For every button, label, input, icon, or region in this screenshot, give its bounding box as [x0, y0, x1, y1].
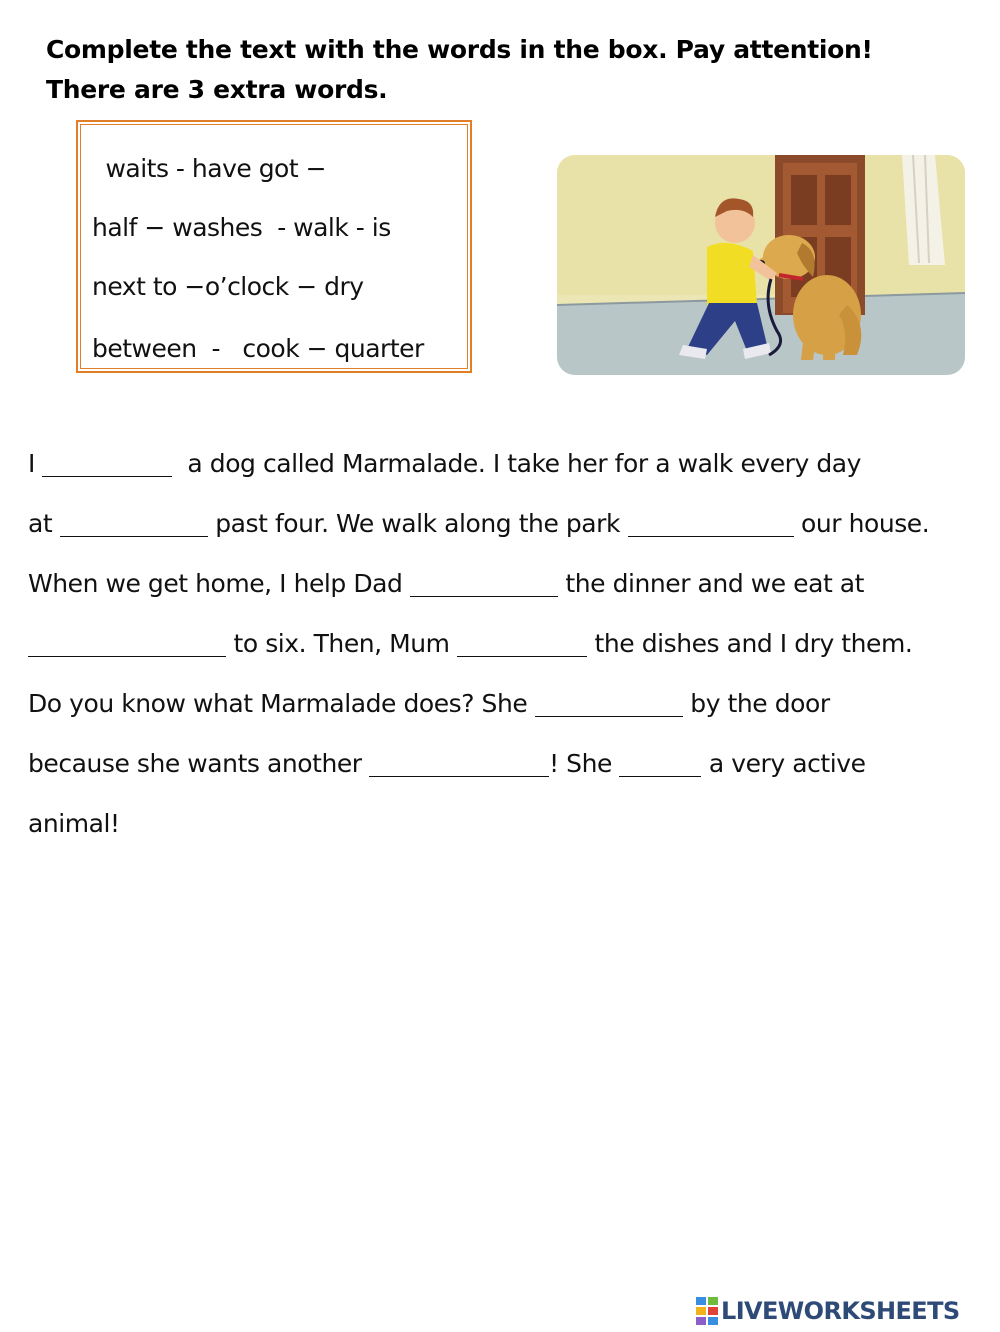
- answer-blank-3[interactable]: [628, 505, 794, 537]
- instruction-line-2: There are 3 extra words.: [46, 75, 388, 104]
- passage-text: I: [28, 449, 43, 478]
- passage-text: to six. Then, Mum: [226, 629, 458, 658]
- boy-with-dog-illustration: [557, 155, 965, 375]
- passage-line-1: [28, 440, 1000, 500]
- passage-line-7: [28, 800, 1000, 860]
- passage-text: the dinner and we eat at: [557, 569, 865, 598]
- brand-name: LIVEWORKSHEETS: [721, 1297, 960, 1325]
- word-box-line-4: between - cook − quarter: [92, 334, 424, 363]
- liveworksheets-brand: [696, 1295, 960, 1327]
- answer-blank-7[interactable]: [535, 685, 683, 717]
- passage-text: our house.: [793, 509, 930, 538]
- liveworksheets-logo-icon: [696, 1297, 718, 1325]
- passage-line-4: [28, 620, 1000, 680]
- passage-text: because she wants another: [28, 749, 370, 778]
- instruction-line-1: Complete the text with the words in the box. Pay attention!: [46, 35, 873, 64]
- answer-blank-6[interactable]: [457, 625, 587, 657]
- answer-blank-9[interactable]: [619, 745, 701, 777]
- passage-line-2: [28, 500, 1000, 560]
- word-box: [76, 120, 472, 373]
- passage-line-3: [28, 560, 1000, 620]
- passage-line-5: [28, 680, 1000, 740]
- passage-text: ! She: [549, 749, 620, 778]
- word-box-line-2: half − washes - walk - is: [92, 213, 391, 242]
- answer-blank-8[interactable]: [369, 745, 549, 777]
- answer-blank-1[interactable]: [42, 445, 172, 477]
- passage: [28, 440, 1000, 860]
- passage-text: a dog called Marmalade. I take her for a walk every day: [172, 449, 861, 478]
- illustration-svg: [557, 155, 965, 375]
- passage-line-6: [28, 740, 1000, 800]
- answer-blank-5[interactable]: [28, 625, 226, 657]
- passage-text: animal!: [28, 809, 120, 838]
- word-box-line-1: waits - have got −: [98, 154, 327, 183]
- passage-text: a very active: [701, 749, 866, 778]
- answer-blank-4[interactable]: [410, 565, 558, 597]
- passage-text: by the door: [682, 689, 830, 718]
- passage-text: Do you know what Marmalade does? She: [28, 689, 535, 718]
- passage-text: When we get home, I help Dad: [28, 569, 410, 598]
- answer-blank-2[interactable]: [60, 505, 208, 537]
- passage-text: past four. We walk along the park: [207, 509, 628, 538]
- instructions: [46, 30, 946, 110]
- passage-text: the dishes and I dry them.: [587, 629, 913, 658]
- word-box-line-3: next to −o’clock − dry: [92, 272, 364, 301]
- passage-text: at: [28, 509, 60, 538]
